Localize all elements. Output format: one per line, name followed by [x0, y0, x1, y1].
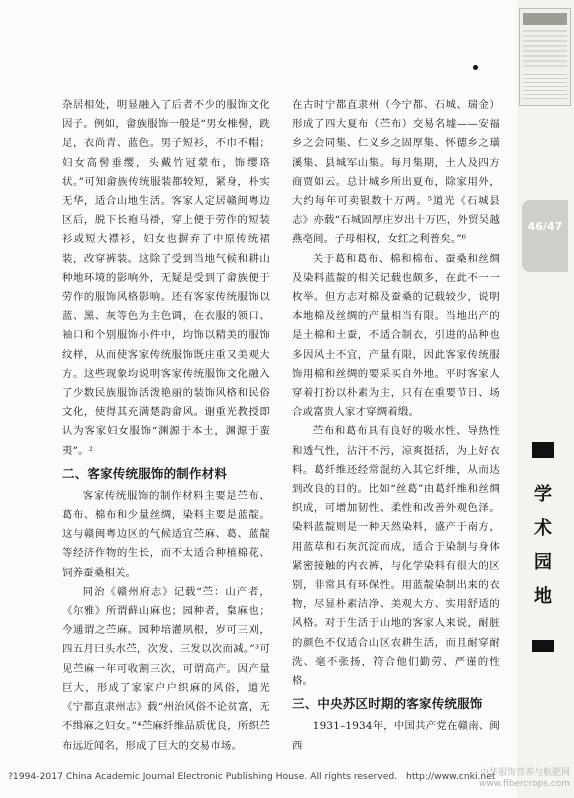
decorative-bar: [532, 442, 554, 458]
paragraph: 在古时宁都直隶州（今宁都、石城、瑞金）形成了四大夏布（苎布）交易名墟——安福乡之会同集、仁义乡之固厚集、怀德乡之璜溪集、县城军山集。每月集期，土人及四方商贾如云。总计城乡所出夏布，除家用外，大约每年可卖银数十万两。⁵道光《石城县志》亦载“石城固厚庄岁出十万匹，外贸吴越燕亳间。子母相权，女红之利普矣。”⁶: [292, 99, 500, 246]
section-title-char: 术: [534, 518, 552, 539]
watermark: 中华服饰营养与航肥网 www.fibercrops.com: [479, 768, 570, 789]
paragraph: 苎布和葛布具有良好的吸水性、导热性和透气性，沾汗不污，凉爽挺括，为上好衣料。葛纤维还经常混纺入其它纤维，从而达到改良的目的。比如“丝葛”由葛纤维和丝绸织成，可增加韧性、柔性和改善外观色泽。染料蓝靛则是一种天然染料，盛产于南方，用蓝草和石灰沉淀而成，适合于染制与身体紧密接触的内衣裤，与化学染料有很大的区别，非常具有环保性。用蓝靛染制出来的衣物，尽显朴素洁净、美观大方、实用舒适的风格。对于生活于山地的客家人来说，耐脏的颜色不仅适合山区农耕生活，而且耐穿耐洗、毫不张扬，符合他们勤劳、严谨的性格。: [292, 425, 500, 688]
paragraph: 客家传统服饰的制作材料主要是苎布、葛布、棉布和少量丝绸，染料主要是蓝靛。这与赣闽粤边区的气候适宜苎麻、葛、蓝靛等经济作物的生长，而不太适合种植棉花、饲养蚕桑相关。: [62, 489, 270, 579]
journal-logo: [519, 8, 571, 106]
decorative-dot: [473, 65, 478, 70]
paragraph: 杂居相处，明显融入了后者不少的服饰文化因子。例如，畲族服饰一般是“男女椎髻，跣足，衣尚青、蓝色。男子短衫，不巾不帽；妇女高髻垂缨，头戴竹冠蒙布，饰缨珞状。”可知畲族传统服装都较短，紧身，朴实无华，适合山地生活。客家人定居赣闽粤边区后，脱下长袍马褂，穿上便于劳作的短装衫或短大襟衫，妇女也摒弃了中原传统裙装，改穿裤装。这除了受到当地气候和耕山种地环境的影响外，无疑是受到了畲族便于劳作的服饰风格影响。还有客家传统服饰以蓝、黑、灰等色为主色调，在衣服的领口、袖口和个别服饰小件中，均饰以精美的服饰纹样，从而使客家传统服饰既庄重又美观大方。这些现象均说明客家传统服饰文化融入了少数民族服饰活泼艳丽的装饰风格和民俗文化，使得其充满楚韵畲风。谢重光教授即认为客家妇女服饰“渊源于本土，渊源于蛮夷”。²: [62, 99, 270, 457]
section-title-char: 学: [534, 484, 552, 505]
footer-link[interactable]: http://www.cnki.net: [406, 771, 496, 782]
left-column: [62, 96, 270, 756]
page-number: 46/47: [527, 220, 563, 233]
right-column: [292, 96, 500, 756]
section-heading: 三、中央苏区时期的客家传统服饰: [292, 696, 483, 712]
copyright-text: ?1994-2017 China Academic Journal Electronic Publishing House. All rights reserved.: [8, 771, 398, 782]
paragraph: 1931–1934年，中国共产党在赣南、闽西: [292, 720, 500, 752]
decorative-bar: [532, 640, 554, 652]
section-title-char: 园: [534, 552, 552, 573]
sidebar-strip: [517, 0, 574, 798]
section-title-vertical: [531, 478, 555, 614]
section-heading: 二、客家传统服饰的制作材料: [62, 465, 228, 481]
paragraph: 关于葛和葛布、棉和棉布、蚕桑和丝绸及染料蓝靛的相关记载也颇多，在此不一一枚举。但方志对棉及蚕桑的记载较少，说明本地棉及丝绸的产量相当有限。当地出产的是土棉和土蚕，不适合制衣，引进的品种也多因风土不宜，产量有限，因此客家传统服饰用棉和丝绸的要采买自外地。平时客家人穿着打扮以朴素为主，只有在重要节日、场合或富贵人家才穿绸着缎。: [292, 252, 500, 419]
paragraph: 同治《赣州府志》记载“苎：山产者，《尔雅》所谓藓山麻也；园种者，枲麻也；今通谓之苎麻。园种培灌夙根，岁可三刈，四五月曰头水苎，次发、三发以次而减。”³可见苎麻一年可收割三次，可谓高产。因产量巨大，形成了家家户户织麻的风俗，道光《宁都直隶州志》载“州治风俗不论贫富，无不缉麻之妇女。”⁴苎麻纤维品质优良，所织苎布远近闻名，形成了巨大的交易市场。: [62, 585, 270, 752]
section-title-char: 地: [534, 586, 552, 607]
page-number-tab: [522, 200, 568, 272]
